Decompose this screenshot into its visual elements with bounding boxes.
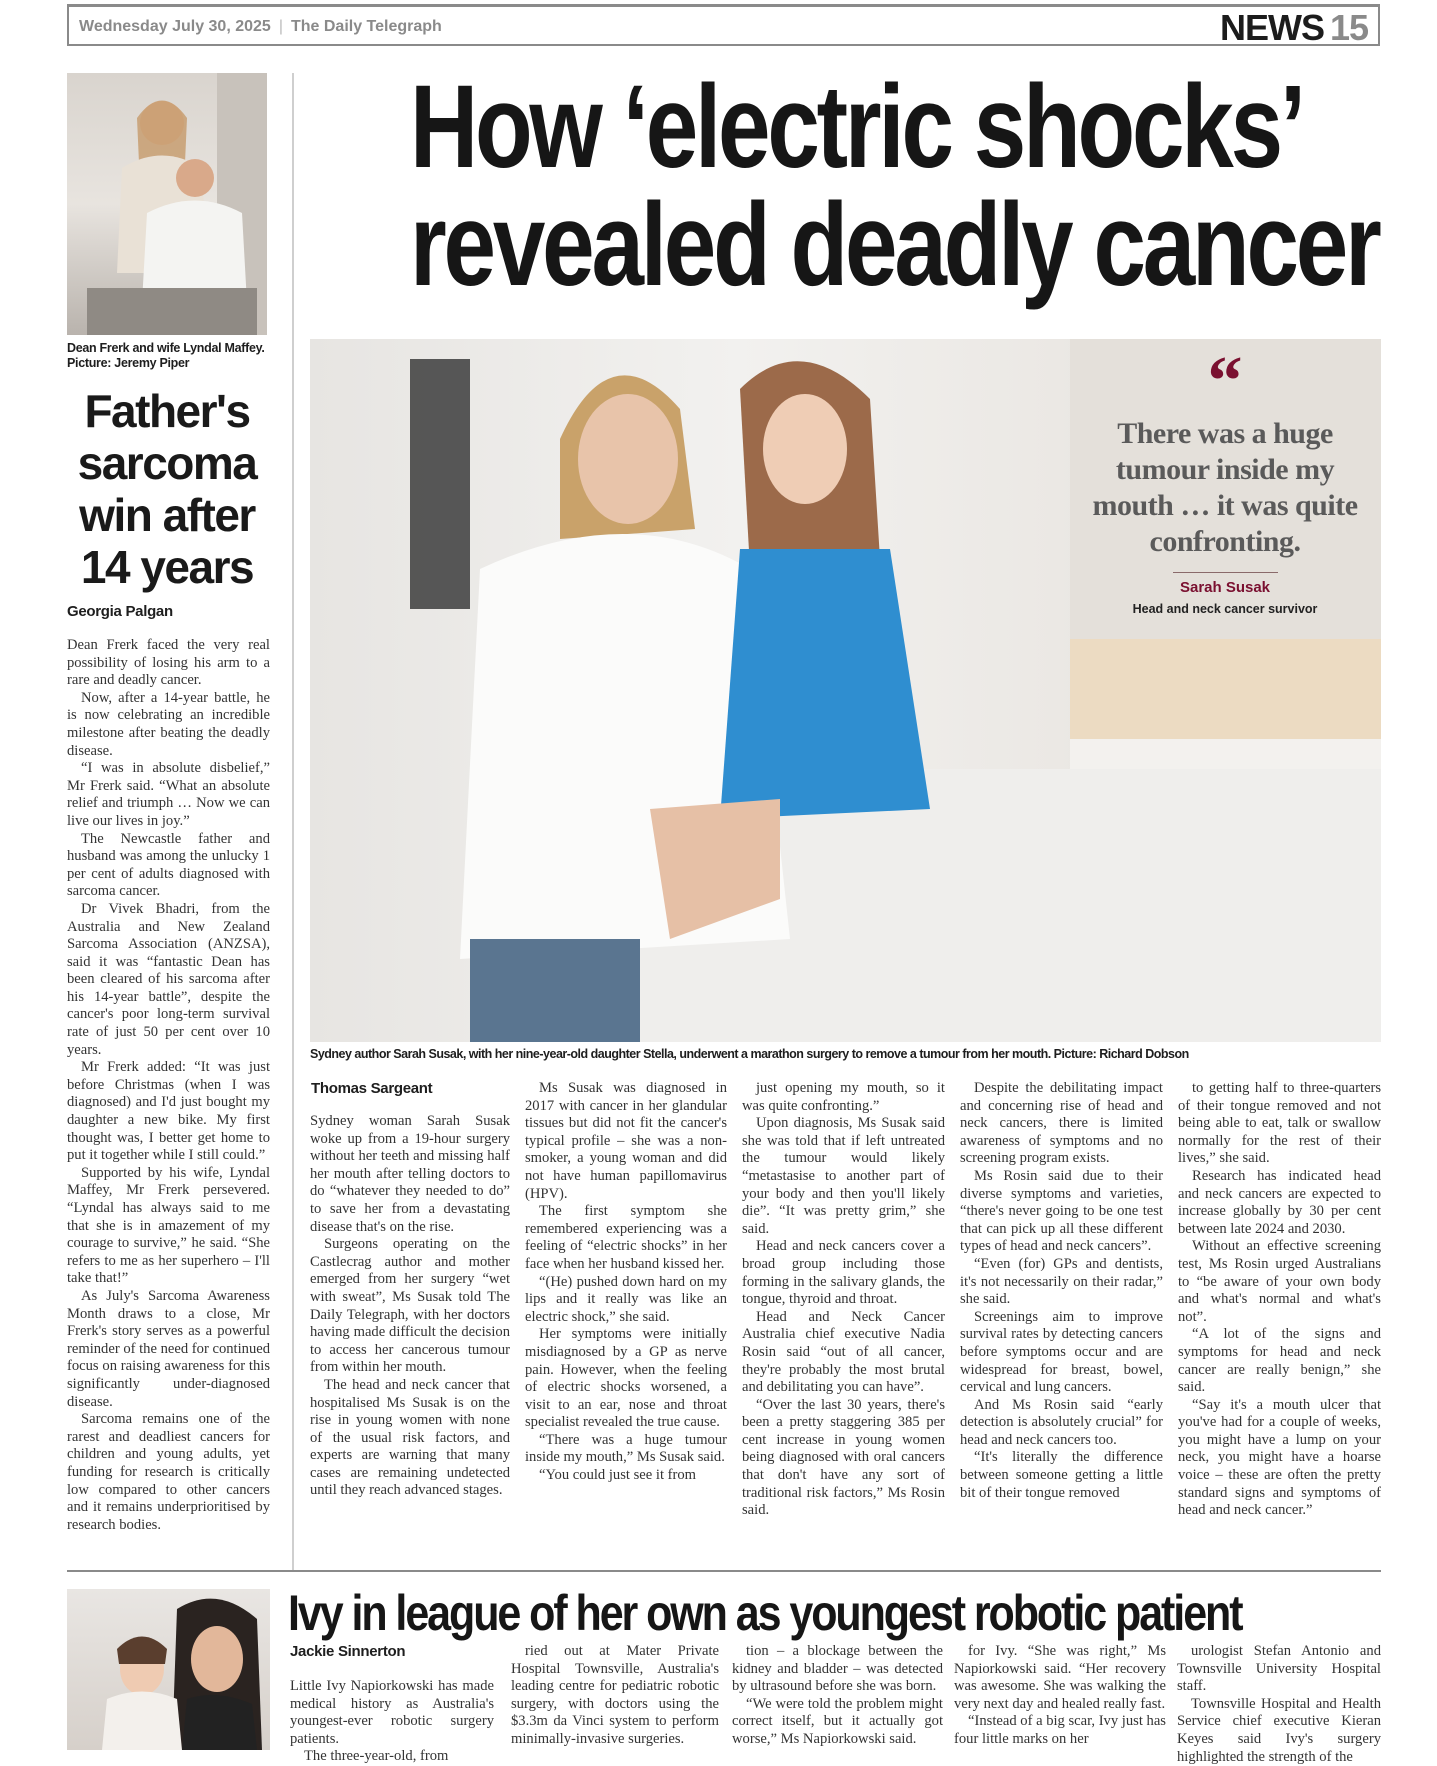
column-divider (292, 73, 294, 1570)
pull-quote-rule (1173, 572, 1278, 573)
article-paragraph: “Say it's a mouth ulcer that you've had for a couple of weeks, you might have a lump on your neck, you might have a hoarse voice – these are often the pretty standard signs and symptoms of head and neck cancer.” (1178, 1396, 1381, 1519)
main-article-column-1 (310, 1113, 510, 1561)
main-article-column-2 (525, 1080, 727, 1561)
side-article-body (67, 637, 270, 1562)
bottom-article-column-4 (954, 1643, 1166, 1750)
article-paragraph: Screenings aim to improve survival rates by detecting cancers before symptoms occur and are widespread for breast, bowel, cervical and lung cancers. (960, 1308, 1163, 1396)
main-headline (410, 61, 1379, 311)
article-paragraph: “A lot of the signs and symptoms for head and neck cancer are really benign,” she said. (1178, 1326, 1381, 1396)
pull-quote-name: Sarah Susak (1179, 579, 1271, 596)
header-separator: | (278, 18, 283, 35)
article-paragraph: Dean Frerk faced the very real possibility of losing his arm to a rare and deadly cancer. (67, 637, 270, 689)
side-article-headline: Father's sarcoma win after 14 years (77, 385, 257, 593)
article-paragraph: Research has indicated head and neck cancers are expected to increase globally by 30 per cent between late 2024 and 2030. (1178, 1167, 1381, 1237)
article-paragraph: As July's Sarcoma Awareness Month draws to a close, Mr Frerk's story serves as a powerful reminder of the need for continued focus on raising awareness for this significantly under-diagnosed disease. (67, 1287, 271, 1410)
bottom-article-column-2 (511, 1643, 719, 1750)
article-paragraph: The three-year-old, from (304, 1748, 449, 1765)
section-name: NEWS (1219, 7, 1324, 48)
article-paragraph: tion – a blockage between the kidney and bladder – was detected by ultrasound before she was born. (732, 1643, 943, 1695)
article-paragraph: Despite the debilitating impact and concerning rise of head and neck cancers, there is limited awareness of symptoms and no screening program exists. (960, 1080, 1163, 1167)
main-article-column-4 (960, 1080, 1163, 1561)
issue-date: Wednesday July 30, 2025 (79, 18, 271, 35)
dateline (79, 18, 442, 36)
article-paragraph: Townsville Hospital and Health Service chief executive Kieran Keyes said Ivy's surgery highlighted the strength of the (1177, 1695, 1381, 1765)
article-paragraph: “You could just see it from (539, 1467, 697, 1484)
article-paragraph: The Newcastle father and husband was among the unlucky 1 per cent of adults diagnosed with sarcoma cancer. (67, 830, 270, 900)
article-paragraph: Little Ivy Napiorkowski has made medical history as Australia's youngest-ever robotic surgery patients. (290, 1678, 494, 1747)
article-paragraph: Head and neck cancers cover a broad group including those forming in the salivary glands, the tongue, thyroid and throat. (742, 1238, 945, 1308)
article-paragraph: Ms Susak was diagnosed in 2017 with cancer in her glandular tissues but did not fit the cancer's typical profile – she was a non-smoker, a young woman and did not have human papillomavirus (HPV). (525, 1080, 727, 1202)
article-paragraph: Mr Frerk added: “It was just before Christmas (when I was diagnosed) and I'd just bought my daughter a new bike. My first thought was, I better get home to put it together while I still could.” (67, 1059, 270, 1164)
side-photo-caption: Dean Frerk and wife Lyndal Maffey. Picture: Jeremy Piper (67, 341, 265, 370)
article-paragraph: urologist Stefan Antonio and Townsville University Hospital staff. (1177, 1643, 1381, 1695)
bottom-article-byline: Jackie Sinnerton (290, 1643, 406, 1660)
article-paragraph: Head and Neck Cancer Australia chief executive Nadia Rosin said “out of all cancer, they're probably the most brutal and debilitating you can have”. (742, 1308, 945, 1396)
article-paragraph: Without an effective screening test, Ms Rosin urged Australians to “be aware of your own body and what's normal and what's not”. (1178, 1238, 1381, 1325)
main-headline-line-2: revealed deadly cancer (410, 179, 1379, 311)
bottom-article-headline: Ivy in league of her own as youngest robotic patient (288, 1585, 1242, 1641)
article-paragraph: just opening my mouth, so it was quite confronting.” (742, 1080, 945, 1114)
bottom-article-column-5 (1177, 1643, 1381, 1765)
quote-mark-icon: “ (1207, 343, 1243, 420)
pull-quote-text: There was a huge tumour inside my mouth … it was quite confronting. (1092, 417, 1358, 558)
bottom-article-column-1 (290, 1678, 494, 1765)
article-paragraph: “We were told the problem might correct itself, but it actually got worse,” Ms Napiorkowski said. (732, 1695, 943, 1747)
article-paragraph: “Over the last 30 years, there's been a pretty staggering 385 per cent increase in young women being diagnosed with oral cancers that don't have any sort of traditional risk factors,” Ms Rosin said. (742, 1396, 945, 1519)
pull-quote (1075, 343, 1375, 616)
article-paragraph: “(He) pushed down hard on my lips and it really was like an electric shock,” she said. (525, 1273, 727, 1325)
article-paragraph: ried out at Mater Private Hospital Townsville, Australia's leading centre for pediatric robotic surgery, with doctors using the $3.3m da Vinci system to perform minimally-invasive surgeries. (511, 1643, 719, 1747)
article-paragraph: “It's literally the difference between someone getting a little bit of their tongue removed (960, 1449, 1163, 1501)
main-photo-caption: Sydney author Sarah Susak, with her nine-year-old daughter Stella, underwent a marathon surgery to remove a tumour from her mouth. Picture: Richard Dobson (310, 1047, 1189, 1061)
article-paragraph: And Ms Rosin said “early detection is absolutely crucial” for head and neck cancers too. (960, 1396, 1163, 1448)
article-paragraph: The head and neck cancer that hospitalised Ms Susak is on the rise in young women with none of the usual risk factors, and experts are warning that many cases are remaining undetected until they reach advanced stages. (310, 1376, 510, 1499)
side-article-photo (67, 73, 267, 335)
publication-name: The Daily Telegraph (290, 18, 442, 35)
page-header (67, 4, 1380, 46)
section-label (1220, 7, 1368, 49)
article-paragraph: Sydney woman Sarah Susak woke up from a 19-hour surgery without her teeth and missing half her mouth after telling doctors to do “whatever they needed to do” to save her from a devastating disease that's on the rise. (310, 1113, 510, 1235)
article-paragraph: to getting half to three-quarters of their tongue removed and not being able to eat, talk or swallow normally for the rest of their lives,” she said. (1178, 1080, 1381, 1167)
article-paragraph: Surgeons operating on the Castlecrag author and mother emerged from her surgery “wet with sweat”, Ms Susak told The Daily Telegraph, with her doctors having made difficult the decision to access her cancerous tumour from within her mouth. (310, 1236, 510, 1376)
article-paragraph: “Instead of a big scar, Ivy just has four little marks on her (954, 1713, 1166, 1747)
article-paragraph: Upon diagnosis, Ms Susak said she was told that if left untreated the tumour would likely “metastasise to another part of your body and then you'll likely die”. “It was pretty grim,” she said. (742, 1115, 945, 1237)
article-paragraph: for Ivy. “She was right,” Ms Napiorkowski said. “Her recovery was awesome. She was walking the very next day and healed really fast. (954, 1643, 1166, 1712)
article-paragraph: Dr Vivek Bhadri, from the Australia and New Zealand Sarcoma Association (ANZSA), said it was “fantastic Dean has been cleared of his sarcoma after his 14-year battle”, despite the cancer's poor long-term survival rate of just 50 per cent over 10 years. (67, 900, 270, 1058)
article-paragraph: “I was in absolute disbelief,” Mr Frerk said. “What an absolute relief and triumph … Now we can live our lives in joy.” (67, 760, 270, 829)
article-paragraph: “Even (for) GPs and dentists, it's not necessarily on their radar,” she said. (960, 1255, 1163, 1308)
article-paragraph: The first symptom she remembered experiencing was a feeling of “electric shocks” in her face when her husband kissed her. (525, 1203, 727, 1272)
side-article-byline: Georgia Palgan (67, 603, 173, 620)
main-article-column-5 (1178, 1080, 1381, 1561)
couple-photo-illustration (67, 73, 267, 335)
main-article-column-3 (742, 1080, 945, 1561)
article-paragraph: Her symptoms were initially misdiagnosed by a GP as nerve pain. However, when the feeling of electric shocks worsened, a visit to an ear, nose and throat specialist revealed the true cause. (525, 1326, 727, 1431)
pull-quote-role: Head and neck cancer survivor (1132, 602, 1318, 616)
main-article-byline: Thomas Sargeant (311, 1080, 433, 1097)
section-divider (67, 1570, 1381, 1572)
bottom-article-column-3 (732, 1643, 943, 1750)
mother-child-photo-illustration (67, 1589, 270, 1750)
article-paragraph: Now, after a 14-year battle, he is now celebrating an incredible milestone after beating the deadly disease. (67, 689, 270, 759)
article-paragraph: Sarcoma remains one of the rarest and deadliest cancers for children and young adults, yet funding for research is critically low compared to other cancers and it remains underprioritised by research bodies. (67, 1411, 270, 1533)
article-paragraph: Supported by his wife, Lyndal Maffey, Mr Frerk persevered. “Lyndal has always said to me that she is in amazement of my courage to survive,” he said. “She refers to me as her superhero – I'll take that!” (67, 1164, 270, 1287)
article-paragraph: “There was a huge tumour inside my mouth,” Ms Susak said. (525, 1431, 727, 1466)
article-paragraph: Ms Rosin said due to their diverse symptoms and varieties, “there's never going to be one test that can pick up all these different types of head and neck cancers”. (960, 1167, 1163, 1255)
main-headline-line-1: How ‘electric shocks’ (410, 61, 1303, 193)
page-number: 15 (1329, 7, 1368, 48)
bottom-article-photo (67, 1589, 270, 1750)
